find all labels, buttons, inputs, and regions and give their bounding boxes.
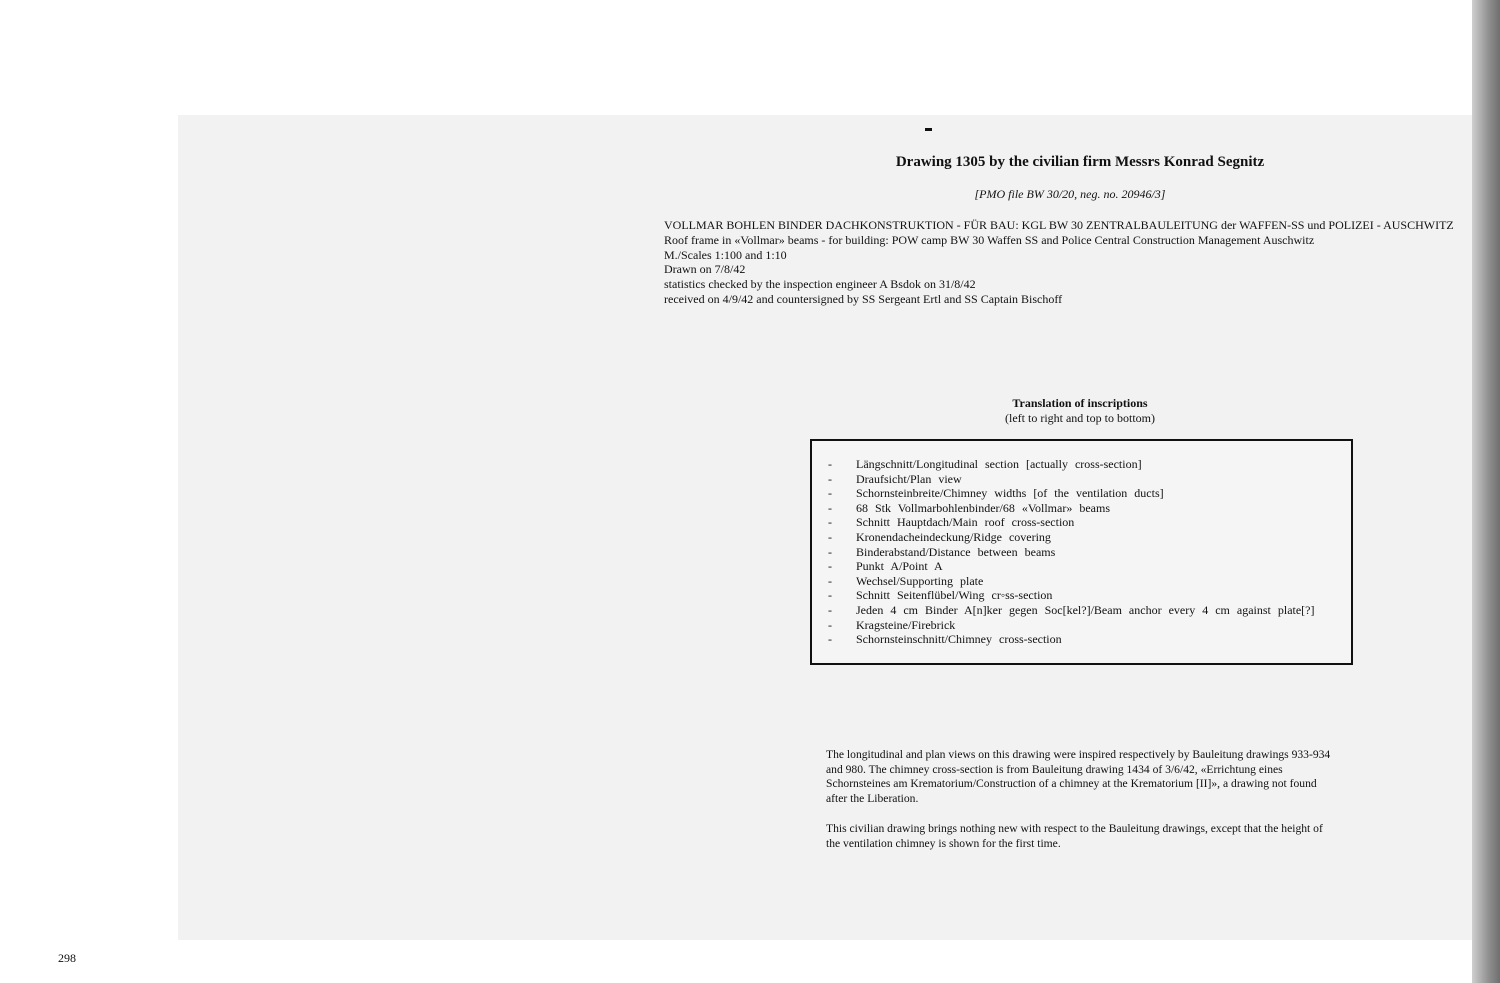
list-item-text: 68 Stk Vollmarbohlenbinder/68 «Vollmar» beams bbox=[856, 500, 1110, 515]
translation-subtitle: (left to right and top to bottom) bbox=[1005, 411, 1155, 425]
list-bullet: - bbox=[828, 544, 832, 559]
commentary-paragraph: The longitudinal and plan views on this drawing were inspired respectively by Bauleitung drawings 933-934 and 980. The chimney cross-section is from Bauleitung drawing 1434 of 3/6/42, «Errichtung eines Schornsteines am Krematorium/Construction of a chimney at the Krematorium [II]», a drawing not found after the Liberation. bbox=[826, 748, 1331, 805]
list-item bbox=[828, 472, 1338, 487]
list-item bbox=[828, 501, 1338, 516]
list-item-text: Schnitt Hauptdach/Main roof cross-section bbox=[856, 515, 1075, 530]
list-bullet: - bbox=[828, 632, 832, 647]
translation-list bbox=[828, 457, 1338, 647]
drawing-title: Drawing 1305 by the civilian firm Messrs Konrad Segnitz bbox=[895, 154, 1265, 170]
list-bullet: - bbox=[828, 529, 832, 544]
list-item-text: Draufsicht/Plan view bbox=[856, 471, 962, 486]
list-item-text: Schornsteinbreite/Chimney widths [of the ventilation ducts] bbox=[856, 486, 1164, 501]
list-bullet: - bbox=[828, 486, 832, 501]
list-bullet: - bbox=[828, 588, 832, 603]
page-edge-shadow bbox=[1472, 0, 1500, 983]
page-number: 298 bbox=[58, 951, 76, 965]
list-item-text: Kragsteine/Firebrick bbox=[856, 617, 956, 632]
list-bullet: - bbox=[828, 559, 832, 574]
dash-mark bbox=[925, 128, 932, 131]
list-bullet: - bbox=[828, 573, 832, 588]
list-bullet: - bbox=[828, 515, 832, 530]
file-reference: [PMO file BW 30/20, neg. no. 20946/3] bbox=[974, 187, 1166, 201]
list-item-text: Punkt A/Point A bbox=[856, 559, 943, 574]
list-bullet: - bbox=[828, 500, 832, 515]
header-line-received: received on 4/9/42 and countersigned by SS Sergeant Ertl and SS Captain Bischoff bbox=[664, 291, 1063, 306]
list-bullet: - bbox=[828, 602, 832, 617]
list-item-text: Binderabstand/Distance between beams bbox=[856, 544, 1056, 559]
list-bullet: - bbox=[828, 471, 832, 486]
list-item bbox=[828, 545, 1338, 560]
header-line-drawn-date: Drawn on 7/8/42 bbox=[664, 262, 746, 277]
list-item bbox=[828, 530, 1338, 545]
list-item bbox=[828, 515, 1338, 530]
translation-box bbox=[810, 439, 1353, 665]
list-item bbox=[828, 618, 1338, 633]
list-item bbox=[828, 588, 1338, 603]
list-item-text: Wechsel/Supporting plate bbox=[856, 573, 984, 588]
list-item-text: Schornsteinschnitt/Chimney cross-section bbox=[856, 632, 1062, 647]
commentary-paragraph: This civilian drawing brings nothing new with respect to the Bauleitung drawings, except that the height of the ventilation chimney is shown for the first time. bbox=[826, 822, 1323, 850]
list-bullet: - bbox=[828, 457, 832, 471]
header-line-statistics-check: statistics checked by the inspection engineer A Bsdok on 31/8/42 bbox=[664, 277, 976, 292]
list-item bbox=[828, 559, 1338, 574]
header-line-english-title: Roof frame in «Vollmar» beams - for building: POW camp BW 30 Waffen SS and Police Central Construction Management Auschwitz bbox=[664, 232, 1315, 247]
list-item bbox=[828, 574, 1338, 589]
drawing-header-block bbox=[664, 218, 1484, 307]
header-line-german-title: VOLLMAR BOHLEN BINDER DACHKONSTRUKTION - FÜR BAU: KGL BW 30 ZENTRALBAULEITUNG der WAFFEN-SS und POLIZEI - AUSCHWITZ bbox=[664, 218, 1454, 232]
list-item-text: Schnitt Seitenflübel/Wing cr◦ss-section bbox=[856, 588, 1053, 603]
list-item bbox=[828, 632, 1338, 647]
list-bullet: - bbox=[828, 617, 832, 632]
header-line-scales: M./Scales 1:100 and 1:10 bbox=[664, 247, 787, 262]
list-item-text: Jeden 4 cm Binder A[n]ker gegen Soc[kel?]/Beam anchor every 4 cm against plate[?] bbox=[856, 602, 1315, 617]
list-item bbox=[828, 457, 1338, 472]
list-item bbox=[828, 486, 1338, 501]
list-item-text: Längschnitt/Longitudinal section [actually cross-section] bbox=[856, 457, 1142, 471]
translation-title: Translation of inscriptions bbox=[1012, 396, 1148, 410]
list-item-text: Kronendacheindeckung/Ridge covering bbox=[856, 529, 1051, 544]
list-item bbox=[828, 603, 1338, 618]
